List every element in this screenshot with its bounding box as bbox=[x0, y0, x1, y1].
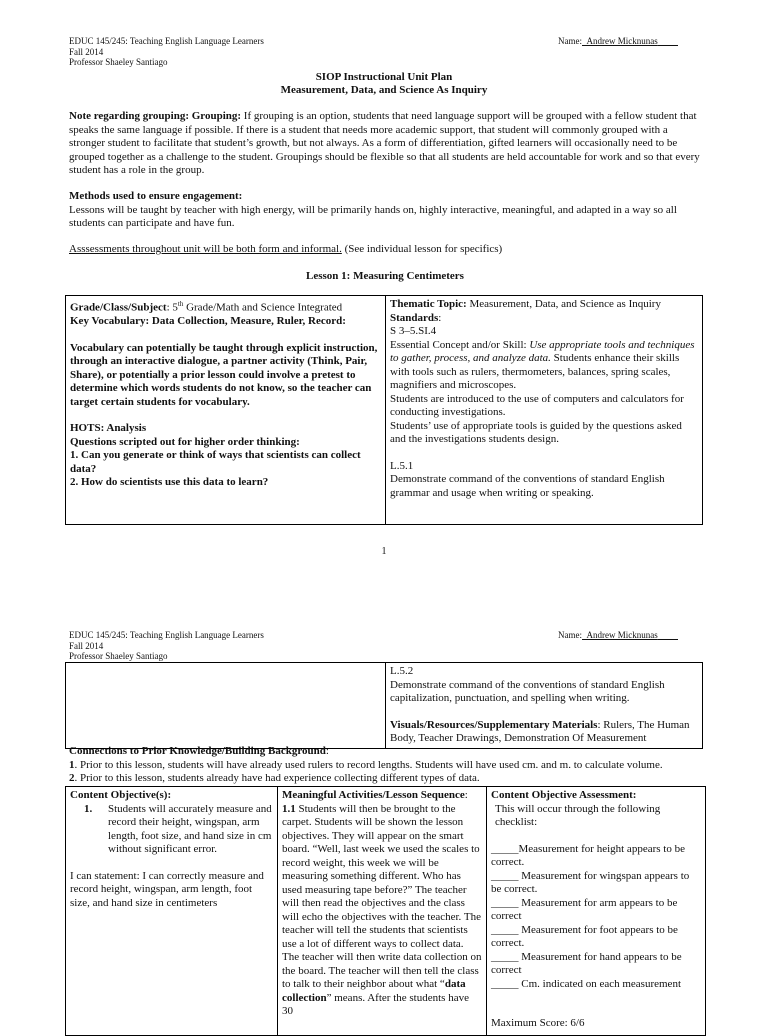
student-name: Name: Andrew Micknunas bbox=[558, 630, 658, 640]
professor: Professor Shaeley Santiago bbox=[69, 57, 168, 67]
activity-1-1: 1.1 Students will then be brought to the carpet. Students will be shown the lesson objectives. They will appear on the smart board. “Well, last week we used the scales to record weight, this week we will be measuring something different. Who has used measuring tape before?” The teacher will then read the objectives and the class will echo the objectives with the teacher. The teacher will tell the students that scientists use a lot of different ways to collect data. The teacher will then write data collection on the board. The teacher will then tell the class to talk to their neighbor about what “data collection” means. After the students have 30 bbox=[282, 802, 482, 1017]
objectives-activities-table bbox=[65, 786, 706, 1036]
page-header bbox=[69, 630, 264, 662]
standards-continued-table bbox=[65, 662, 703, 749]
max-score: Maximum Score: 6/6 bbox=[491, 1017, 585, 1029]
checklist-item: _____ Measurement for foot appears to be correct. bbox=[491, 923, 678, 949]
grade-vocab-cell: Grade/Class/Subject: 5th Grade/Math and Science Integrated Key Vocabulary: Data Collection, Measure, Ruler, Record: Vocabulary can potentially be taught through explicit instruction, through an interactive dialogue, a partner activity (Think, Pair, Share), or potentially a prior lesson could involve a pretest to determine which words students do not know, so the teacher can target certain students for vocabulary. HOTS: Analysis Questions scripted out for higher order thinking: 1. Can you generate or think of ways that scientists can collect data? 2. How do scientists use this data to learn? bbox=[66, 296, 386, 525]
course-title: EDUC 145/245: Teaching English Language Learners bbox=[69, 36, 264, 46]
document-page-2 bbox=[0, 610, 768, 1029]
checklist-item: _____ Measurement for hand appears to be correct bbox=[491, 950, 682, 976]
lesson-sequence-cell: Meaningful Activities/Lesson Sequence: 1.1 Students will then be brought to the carpet. Students will be shown the lesson objectives. They will appear on the smart board. “Well, last week we used the scales to record weight, this week we will be measuring something different. Who has used measuring tape before?” The teacher will then read the objectives and the class will echo the objectives with the teacher. The teacher will tell the students that scientists use a lot of different ways to collect data. The teacher will then write data collection on the board. The teacher will then tell the class to talk to their neighbor about what “data collection” means. After the students have 30 bbox=[278, 787, 487, 1036]
objective-1: Students will accurately measure and record their height, wingspan, arm length, foot size, and hand size in cm without significant error. bbox=[108, 802, 272, 855]
term: Fall 2014 bbox=[69, 640, 104, 651]
assessment-note: Asssessments throughout unit will be both form and informal. (See individual lesson for specifics) bbox=[69, 243, 503, 255]
checklist-item: _____ Measurement for arm appears to be correct bbox=[491, 896, 678, 922]
objective-assessment-cell: Content Objective Assessment: This will occur through the following checklist: _____Measurement for height appears to be correct. _____ Measurement for wingspan appears to be correct. _____ Measurement for arm appears to be correct _____ Measurement for foot appears to be correct. _____ Measurement for hand appears to be correct _____ Cm. indicated on each measurement Maximum Score: 6/6 bbox=[487, 787, 706, 1036]
page-gap bbox=[0, 580, 768, 610]
i-can-statement: I can statement: I can correctly measure and record height, wingspan, arm length, foot size, and hand size in centimeters bbox=[70, 869, 264, 909]
lesson-plan-table-1 bbox=[65, 295, 703, 525]
prior-knowledge: Connections to Prior Knowledge/Building Background: 1. Prior to this lesson, students will have already used rulers to record lengths. Students will have used cm. and m. to calculate volume. 2. Prior to this lesson, students already have had experience collecting different types of data. bbox=[69, 745, 663, 784]
document-title: SIOP Instructional Unit Plan Measurement, Data, and Science As Inquiry bbox=[280, 71, 488, 96]
checklist-item: _____ Measurement for wingspan appears to be correct. bbox=[491, 869, 690, 895]
professor: Professor Shaeley Santiago bbox=[69, 651, 168, 661]
empty-cell bbox=[66, 663, 386, 749]
thematic-standards-cell: Thematic Topic: Measurement, Data, and Science as Inquiry Standards: S 3–5.SI.4 Essential Concept and/or Skill: Use appropriate tools and techniques to gather, process, and analyze data. Students enhance their skills with tools such as rulers, thermometers, balances, spring scales, magnifiers and microscopes. Students are introduced to the use of computers and calculators for conducting investigations. Students’ use of appropriate tools is guided by the questions asked and the investigations students design. L.5.1 Demonstrate command of the conventions of standard English grammar and usage when writing or speaking. bbox=[386, 296, 703, 525]
student-name: Name: Andrew Micknunas bbox=[558, 36, 658, 46]
checklist-item: _____Measurement for height appears to be correct. bbox=[491, 842, 685, 868]
vocabulary-strategy: Vocabulary can potentially be taught through explicit instruction, through an interactive dialogue, a partner activity (Think, Pair, Share), or potentially a prior lesson could involve a pretest to determine which words students do not know, so the teacher can target certain students for vocabulary. bbox=[70, 341, 378, 408]
checklist-item: _____ Cm. indicated on each measurement bbox=[491, 977, 681, 990]
content-objectives-cell: Content Objective(s): 1. Students will accurately measure and record their height, wingspan, arm length, foot size, and hand size in cm without significant error. I can statement: I can correctly measure and record height, wingspan, arm length, foot size, and hand size in centimeters bbox=[66, 787, 278, 1036]
lesson-title: Lesson 1: Measuring Centimeters bbox=[306, 270, 464, 282]
page-header bbox=[69, 36, 264, 68]
page-number: 1 bbox=[381, 546, 387, 557]
course-title: EDUC 145/245: Teaching English Language Learners bbox=[69, 630, 264, 640]
engagement-methods: Methods used to ensure engagement: Lessons will be taught by teacher with high energy, will be primarily hands on, highly interactive, meaningful, and adapted in a way so all students can participate and have fun. bbox=[69, 190, 677, 229]
grouping-note: Note regarding grouping: Grouping: If grouping is an option, students that need language support will be grouped with a fellow student that speaks the same language if possible. If there is a student that needs more academic support, that student will commonly grouped with a stronger student to facilitate that student’s growth, but not always. As a form of differentiation, gifted learners will occasionally need to be grouped together as a challenge to the student. Groupings should be flexible so that all students are held accountable for work and so that every student has a role in the group. bbox=[69, 110, 700, 176]
standards-continued-cell: L.5.2 Demonstrate command of the conventions of standard English capitalization, punctuation, and spelling when writing. Visuals/Resources/Supplementary Materials: Rulers, The Human Body, Teacher Drawings, Demonstration Of Measurement bbox=[386, 663, 703, 749]
term: Fall 2014 bbox=[69, 46, 104, 57]
